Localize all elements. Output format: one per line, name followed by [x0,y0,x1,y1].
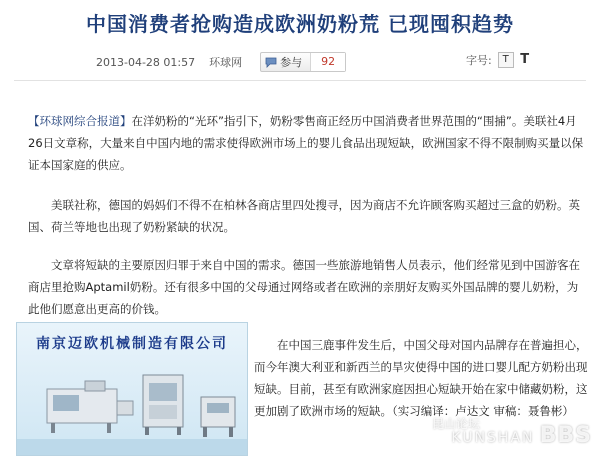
paragraph-1 [28,110,584,176]
source-link[interactable]: 环球网 [209,56,243,69]
filling-machine-image [137,371,195,437]
watermark-kunshan: KUNSHAN [451,430,535,446]
packaging-machine-image [45,375,135,437]
comment-label-wrap[interactable] [261,54,310,70]
paragraph-4-text: 在中国三鹿事件发生后，中国父母对国内品牌存在普遍担心，而今年澳大利亚和新西兰的旱灾使得中国的进口婴儿配方奶粉出现短缺。目前，甚至有欧洲家庭因担心短缺开始在家中储藏奶粉，这更加剧了欧洲市场的短缺。（实习编译：卢达文 审稿：聂鲁彬） [254,337,588,418]
font-size-control [466,52,532,68]
chat-bubble-icon [265,57,277,68]
ad-company-name: 南京迈欧机械制造有限公司 [36,336,228,352]
paragraph-2-text: 美联社称，德国的妈妈们不得不在柏林各商店里四处搜寻，因为商店不允许顾客购买超过三盒的奶粉。英国、荷兰等地也出现了奶粉紧缺的状况。 [28,197,580,234]
comment-button[interactable] [260,52,346,72]
advertisement-banner[interactable] [16,322,248,456]
article-meta [96,52,346,72]
watermark-bbs: BBS [539,423,592,448]
article-title: 中国消费者抢购造成欧洲奶粉荒 已现囤积趋势 [86,12,514,36]
paragraph-2 [28,194,584,238]
paragraph-3 [28,254,584,320]
paragraph-3-text: 文章将短缺的主要原因归罪于来自中国的需求。德国一些旅游地销售人员表示，他们经常见到中国游客在商店里抢购Aptamil奶粉。还有很多中国的父母通过网络或者在欧洲的亲朋好友购买外国品牌的婴儿奶粉，为此他们愿意出更高的价钱。 [28,257,580,316]
comment-label: 参与 [280,56,303,69]
font-small-button[interactable]: T [498,52,514,68]
ad-footer-strip [17,439,247,455]
paragraph-1-text: 在洋奶粉的“光环”指引下，奶粉零售商正经历中国消费者世界范围的“围捕”。美联社4月26日文章称，大量来自中国内地的需求使得欧洲市场上的婴儿食品出现短缺，欧洲国家不得不限制购买量以保证本国家庭的供应。 [28,113,584,172]
font-size-label: 字号: [466,54,492,67]
font-large-button[interactable]: T [520,52,530,67]
paragraph-4 [254,334,594,422]
watermark-cn: 昆山论坛 [431,417,480,431]
sealing-machine-image [197,389,241,439]
timestamp: 2013-04-28 01:57 [96,55,196,69]
report-lead: 【环球网综合报道】 [28,113,132,128]
divider [14,80,586,81]
forum-watermark [431,417,592,448]
comment-count[interactable]: 92 [310,53,345,71]
